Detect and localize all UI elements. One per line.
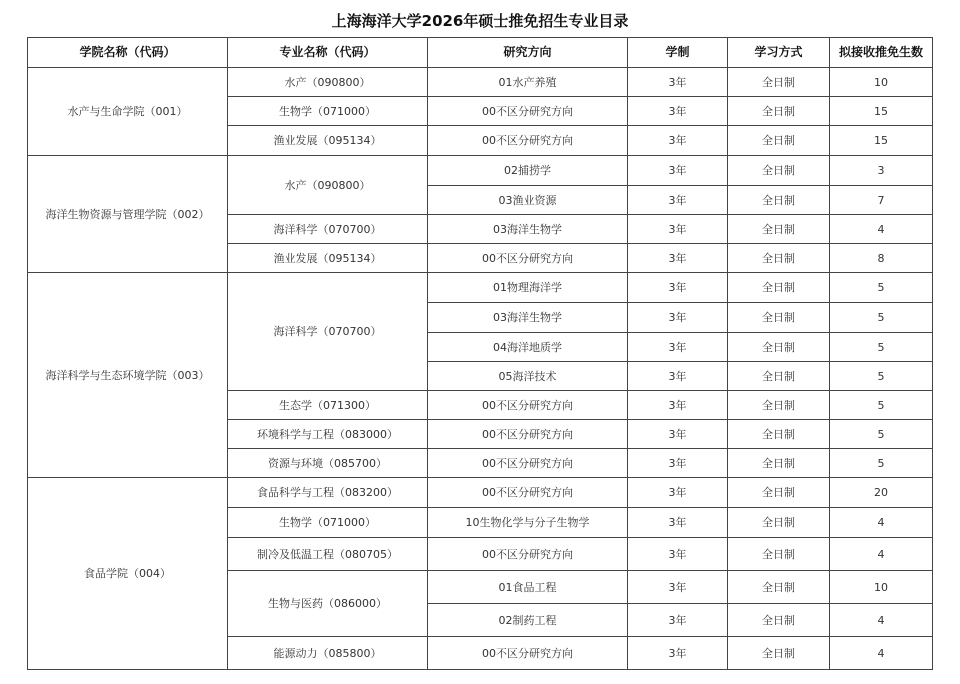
duration-cell: 3年: [628, 508, 728, 538]
major-cell: 水产（090800）: [228, 68, 428, 97]
study-mode-cell: 全日制: [728, 68, 830, 97]
quota-cell: 7: [830, 186, 933, 215]
study-mode-cell: 全日制: [728, 215, 830, 244]
major-cell: 渔业发展（095134）: [228, 244, 428, 273]
duration-cell: 3年: [628, 333, 728, 362]
major-cell: 能源动力（085800）: [228, 637, 428, 670]
study-mode-cell: 全日制: [728, 333, 830, 362]
page-title: 上海海洋大学2026年硕士推免招生专业目录: [331, 12, 629, 30]
table-row: [28, 156, 933, 186]
quota-cell: 4: [830, 215, 933, 244]
major-cell: 环境科学与工程（083000）: [228, 420, 428, 449]
header-duration: 学制: [628, 38, 728, 68]
quota-cell: 15: [830, 126, 933, 156]
study-mode-cell: 全日制: [728, 391, 830, 420]
major-cell: 生物与医药（086000）: [228, 571, 428, 637]
duration-cell: 3年: [628, 186, 728, 215]
direction-cell: 00不区分研究方向: [428, 126, 628, 156]
direction-cell: 04海洋地质学: [428, 333, 628, 362]
direction-cell: 00不区分研究方向: [428, 244, 628, 273]
direction-cell: 01食品工程: [428, 571, 628, 604]
table-row: [28, 478, 933, 508]
major-cell: 生物学（071000）: [228, 508, 428, 538]
duration-cell: 3年: [628, 362, 728, 391]
duration-cell: 3年: [628, 420, 728, 449]
quota-cell: 3: [830, 156, 933, 186]
quota-cell: 20: [830, 478, 933, 508]
duration-cell: 3年: [628, 126, 728, 156]
major-cell: 渔业发展（095134）: [228, 126, 428, 156]
major-cell: 水产（090800）: [228, 156, 428, 215]
duration-cell: 3年: [628, 68, 728, 97]
study-mode-cell: 全日制: [728, 420, 830, 449]
direction-cell: 00不区分研究方向: [428, 420, 628, 449]
duration-cell: 3年: [628, 97, 728, 126]
table-row: [28, 68, 933, 97]
duration-cell: 3年: [628, 244, 728, 273]
major-cell: 食品科学与工程（083200）: [228, 478, 428, 508]
quota-cell: 5: [830, 449, 933, 478]
table-body: [28, 68, 933, 670]
study-mode-cell: 全日制: [728, 478, 830, 508]
study-mode-cell: 全日制: [728, 303, 830, 333]
direction-cell: 00不区分研究方向: [428, 391, 628, 420]
direction-cell: 00不区分研究方向: [428, 637, 628, 670]
header-study-mode: 学习方式: [728, 38, 830, 68]
direction-cell: 01物理海洋学: [428, 273, 628, 303]
college-cell: 海洋生物资源与管理学院（002）: [28, 156, 228, 273]
major-cell: 生态学（071300）: [228, 391, 428, 420]
study-mode-cell: 全日制: [728, 604, 830, 637]
duration-cell: 3年: [628, 391, 728, 420]
duration-cell: 3年: [628, 604, 728, 637]
quota-cell: 10: [830, 571, 933, 604]
direction-cell: 05海洋技术: [428, 362, 628, 391]
study-mode-cell: 全日制: [728, 273, 830, 303]
direction-cell: 01水产养殖: [428, 68, 628, 97]
study-mode-cell: 全日制: [728, 126, 830, 156]
table-header-row: [28, 38, 933, 68]
duration-cell: 3年: [628, 156, 728, 186]
major-cell: 制冷及低温工程（080705）: [228, 538, 428, 571]
study-mode-cell: 全日制: [728, 97, 830, 126]
quota-cell: 5: [830, 273, 933, 303]
quota-cell: 10: [830, 68, 933, 97]
duration-cell: 3年: [628, 303, 728, 333]
program-catalog-table: [27, 37, 933, 670]
direction-cell: 00不区分研究方向: [428, 538, 628, 571]
major-cell: 海洋科学（070700）: [228, 215, 428, 244]
quota-cell: 4: [830, 508, 933, 538]
quota-cell: 5: [830, 303, 933, 333]
duration-cell: 3年: [628, 637, 728, 670]
duration-cell: 3年: [628, 571, 728, 604]
direction-cell: 03渔业资源: [428, 186, 628, 215]
study-mode-cell: 全日制: [728, 637, 830, 670]
college-cell: 食品学院（004）: [28, 478, 228, 670]
quota-cell: 5: [830, 362, 933, 391]
study-mode-cell: 全日制: [728, 156, 830, 186]
major-cell: 资源与环境（085700）: [228, 449, 428, 478]
quota-cell: 5: [830, 391, 933, 420]
study-mode-cell: 全日制: [728, 571, 830, 604]
table-row: [28, 273, 933, 303]
header-quota: 拟接收推免生数: [830, 38, 933, 68]
study-mode-cell: 全日制: [728, 244, 830, 273]
college-cell: 海洋科学与生态环境学院（003）: [28, 273, 228, 478]
quota-cell: 5: [830, 333, 933, 362]
study-mode-cell: 全日制: [728, 508, 830, 538]
quota-cell: 4: [830, 538, 933, 571]
major-cell: 海洋科学（070700）: [228, 273, 428, 391]
direction-cell: 03海洋生物学: [428, 215, 628, 244]
quota-cell: 4: [830, 637, 933, 670]
quota-cell: 4: [830, 604, 933, 637]
duration-cell: 3年: [628, 538, 728, 571]
direction-cell: 02制药工程: [428, 604, 628, 637]
study-mode-cell: 全日制: [728, 186, 830, 215]
college-cell: 水产与生命学院（001）: [28, 68, 228, 156]
study-mode-cell: 全日制: [728, 362, 830, 391]
quota-cell: 15: [830, 97, 933, 126]
header-direction: 研究方向: [428, 38, 628, 68]
quota-cell: 8: [830, 244, 933, 273]
direction-cell: 10生物化学与分子生物学: [428, 508, 628, 538]
direction-cell: 00不区分研究方向: [428, 97, 628, 126]
direction-cell: 02捕捞学: [428, 156, 628, 186]
header-major: 专业名称（代码）: [228, 38, 428, 68]
study-mode-cell: 全日制: [728, 449, 830, 478]
duration-cell: 3年: [628, 449, 728, 478]
duration-cell: 3年: [628, 215, 728, 244]
major-cell: 生物学（071000）: [228, 97, 428, 126]
duration-cell: 3年: [628, 273, 728, 303]
direction-cell: 03海洋生物学: [428, 303, 628, 333]
direction-cell: 00不区分研究方向: [428, 449, 628, 478]
duration-cell: 3年: [628, 478, 728, 508]
study-mode-cell: 全日制: [728, 538, 830, 571]
direction-cell: 00不区分研究方向: [428, 478, 628, 508]
quota-cell: 5: [830, 420, 933, 449]
header-college: 学院名称（代码）: [28, 38, 228, 68]
